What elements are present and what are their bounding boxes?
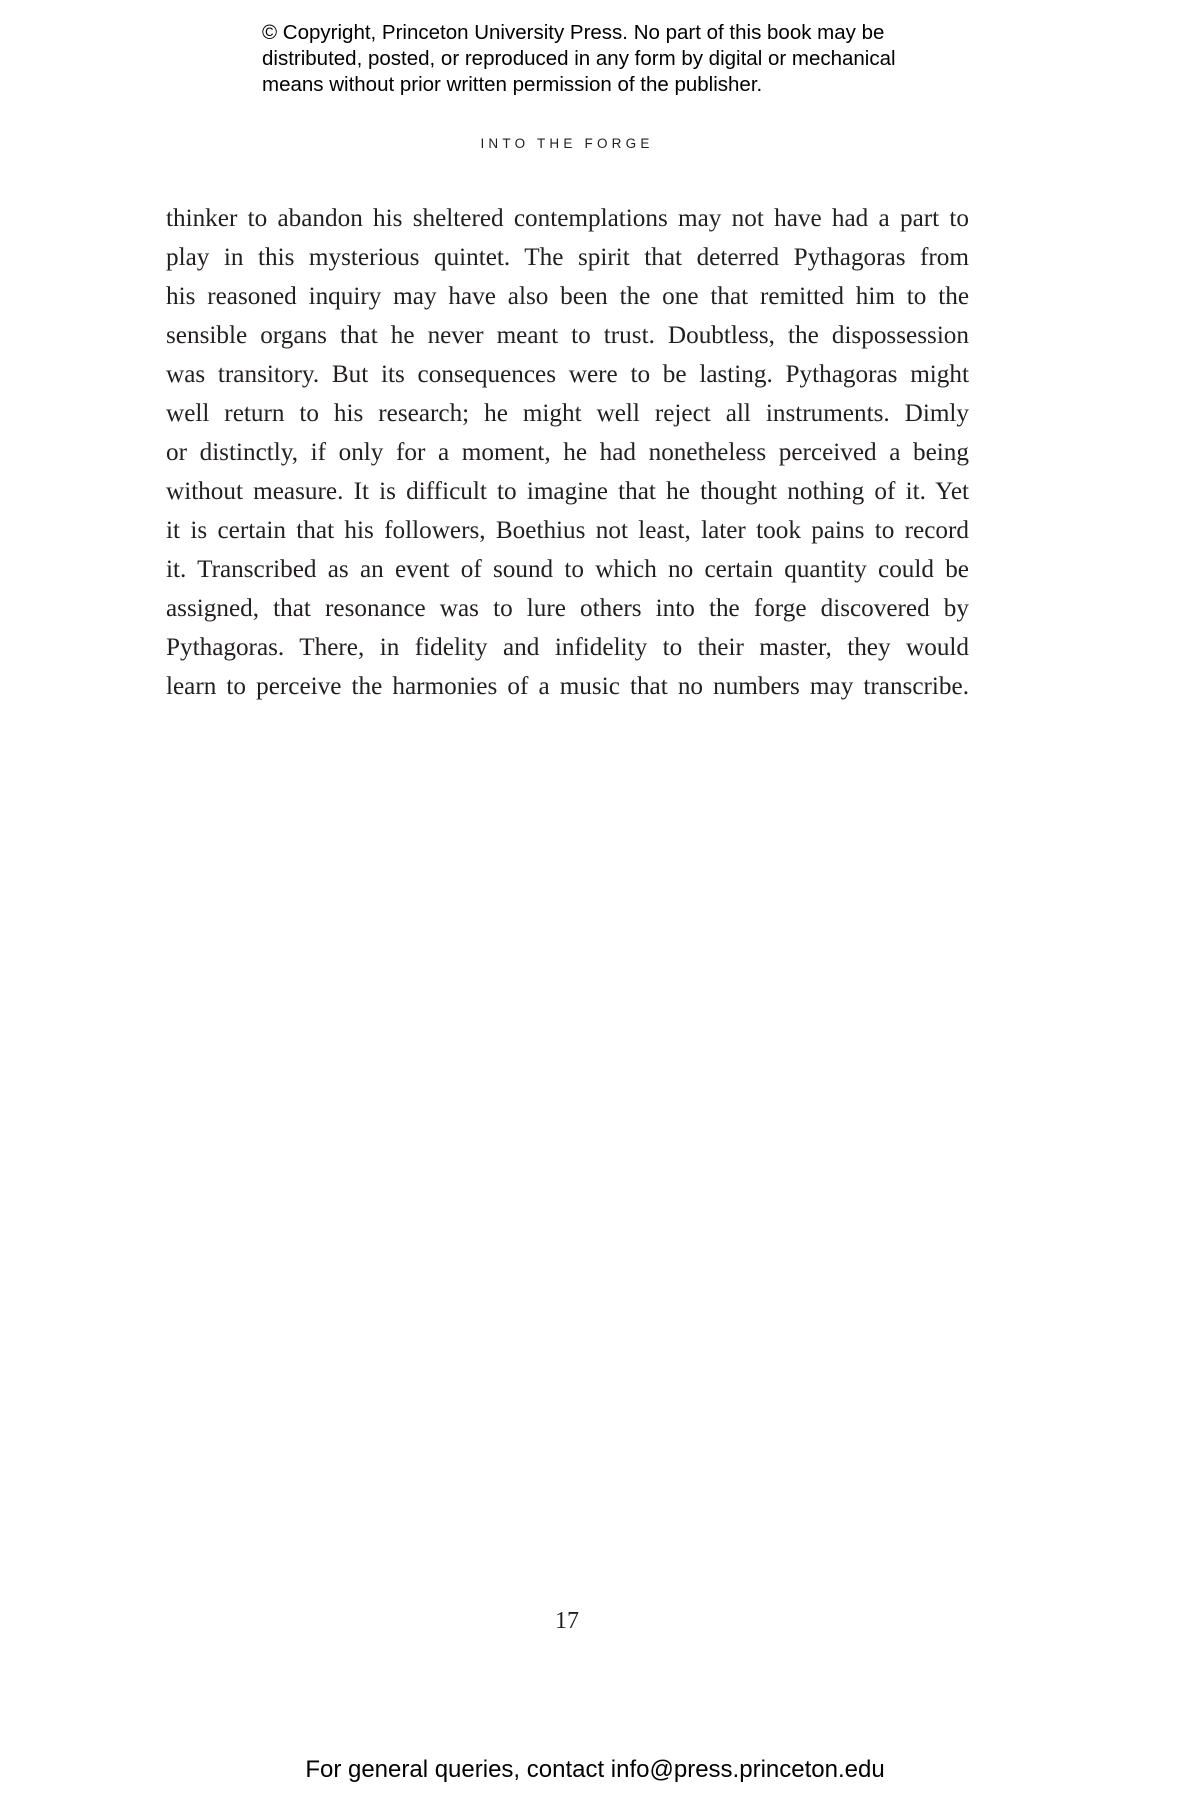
body-line: assigned, that resonance was to lure others into the forge discovered by bbox=[166, 595, 969, 622]
footer-contact: For general queries, contact info@press.princeton.edu bbox=[305, 1756, 885, 1783]
running-head: INTO THE FORGE bbox=[480, 136, 654, 151]
body-line: well return to his research; he might well reject all instruments. Dimly bbox=[166, 400, 969, 427]
copyright-line: means without prior written permission of the publisher. bbox=[262, 73, 763, 96]
body-line: thinker to abandon his sheltered contemplations may not have had a part to bbox=[166, 205, 969, 232]
body-line: play in this mysterious quintet. The spirit that deterred Pythagoras from bbox=[166, 244, 969, 271]
body-paragraph bbox=[166, 199, 969, 706]
body-line: it. Transcribed as an event of sound to which no certain quantity could be bbox=[166, 556, 969, 583]
body-line: his reasoned inquiry may have also been the one that remitted him to the bbox=[166, 283, 969, 310]
page-number: 17 bbox=[555, 1608, 579, 1634]
body-line: learn to perceive the harmonies of a music that no numbers may transcribe. bbox=[166, 673, 969, 700]
copyright-notice bbox=[262, 20, 982, 98]
copyright-line: © Copyright, Princeton University Press. No part of this book may be bbox=[262, 21, 885, 44]
body-line: was transitory. But its consequences were to be lasting. Pythagoras might bbox=[166, 361, 969, 388]
body-line: or distinctly, if only for a moment, he had nonetheless perceived a being bbox=[166, 439, 969, 466]
body-line: sensible organs that he never meant to trust. Doubtless, the dispossession bbox=[166, 322, 969, 349]
copyright-line: distributed, posted, or reproduced in any form by digital or mechanical bbox=[262, 47, 896, 70]
body-line: without measure. It is difficult to imagine that he thought nothing of it. Yet bbox=[166, 478, 969, 505]
body-line: Pythagoras. There, in fidelity and infidelity to their master, they would bbox=[166, 634, 969, 661]
body-line: it is certain that his followers, Boethius not least, later took pains to record bbox=[166, 517, 969, 544]
